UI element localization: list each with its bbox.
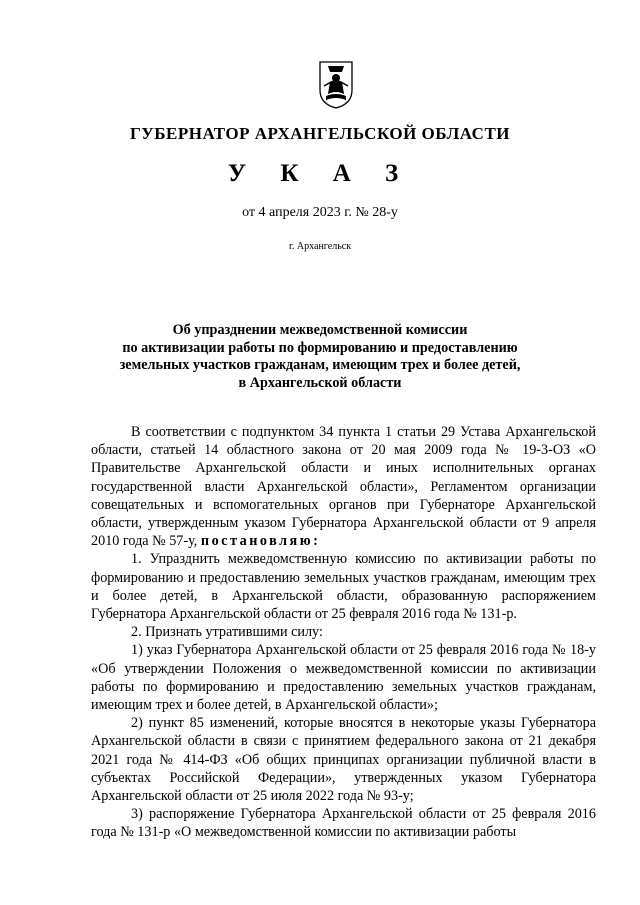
decree-date: от 4 апреля 2023 г. № 28-у bbox=[242, 205, 398, 220]
subitem-2: 2) пункт 85 изменений, которые вносятся в некоторые указы Губернатора Архангельской области в связи с принятием федерального закона от 21 декабря 2021 года № 414-ФЗ «Об общих принципах организации публичной власти в субъектах Российской Федерации», утвержденных указом Губернатора Архангельской области от 25 июля 2022 года № 93-у; bbox=[91, 715, 596, 805]
title-line: по активизации работы по формированию и предоставлению bbox=[122, 339, 518, 356]
title-line: земельных участков гражданам, имеющим трех и более детей, bbox=[119, 357, 521, 374]
item-2: 2. Признать утратившими силу: bbox=[131, 624, 323, 641]
title-line: в Архангельской области bbox=[238, 374, 402, 391]
preamble-paragraph: В соответствии с подпунктом 34 пункта 1 статьи 29 Устава Архангельской области, статьей 14 областного закона от 20 мая 2009 года № 19-3-ОЗ «О Правительстве Архангельской области и иных исполнительных органах государственной власти Архангельской области», Регламентом организации совещательных и вспомогательных органов при Губернаторе Архангельской области, утвержденным указом Губернатора Архангельской области от 9 апреля 2010 года № 57-у, постановляю: bbox=[91, 424, 596, 550]
subitem-1: 1) указ Губернатора Архангельской области от 25 февраля 2016 года № 18-у «Об утверждении Положения о межведомственной комиссии по активизации работы по формированию и предоставлению земельных участков гражданам, имеющим трех и более детей, в Архангельской области»; bbox=[91, 642, 596, 714]
decree-body bbox=[91, 423, 596, 842]
title-line: Об упразднении межведомственной комиссии bbox=[172, 322, 468, 338]
item-1: 1. Упразднить межведомственную комиссию по активизации работы по формированию и предоставлению земельных участков гражданам, имеющим трех и более детей, в Архангельской области, образованную распоряжением Губернатора Архангельской области от 25 февраля 2016 года № 131-р. bbox=[91, 551, 596, 623]
preamble-text: В соответствии с подпунктом 34 пункта 1 статьи 29 Устава Архангельской области, статьей 14 областного закона от 20 мая 2009 года № 19-3-ОЗ «О Правительстве Архангельской области и иных исполнительных органах государственной власти Архангельской области», Регламентом организации совещательных и вспомогательных органов при Губернаторе Архангельской области, утвержденным указом Губернатора Архангельской области от 9 апреля 2010 года № 57-у, bbox=[91, 424, 596, 550]
decree-word: постановляю bbox=[200, 533, 314, 550]
coat-of-arms-icon bbox=[316, 58, 356, 110]
governor-heading: ГУБЕРНАТОР АРХАНГЕЛЬСКОЙ ОБЛАСТИ bbox=[129, 124, 511, 143]
subitem-3: 3) распоряжение Губернатора Архангельской области от 25 февраля 2016 года № 131-р «О межведомственной комиссии по активизации работы bbox=[91, 806, 596, 841]
decree-title bbox=[0, 322, 640, 392]
city: г. Архангельск bbox=[288, 241, 352, 252]
doc-type: У К А З bbox=[227, 160, 413, 187]
